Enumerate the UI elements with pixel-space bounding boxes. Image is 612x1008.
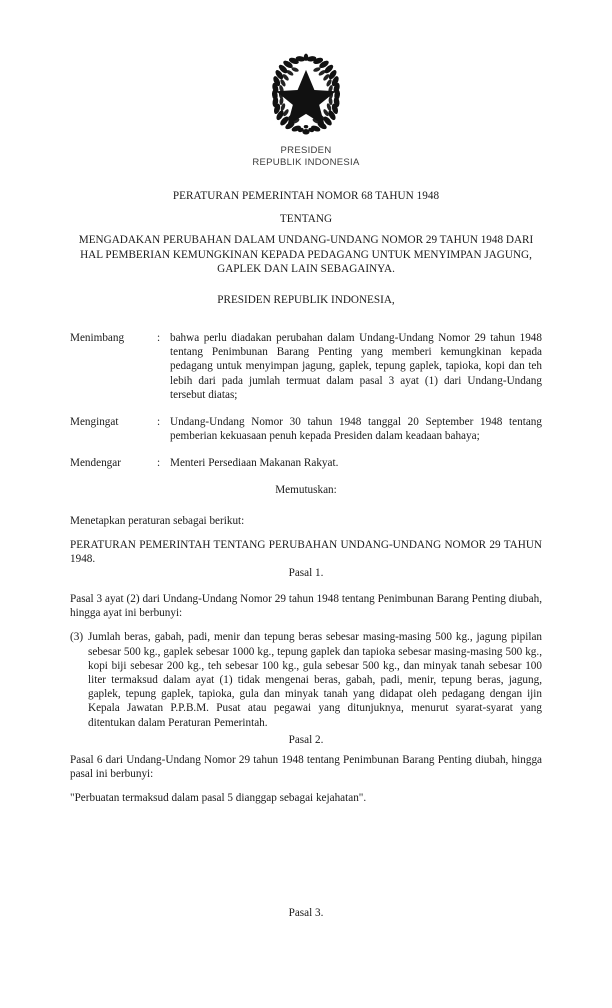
decision-intro: Menetapkan peraturan sebagai berikut: [70,515,245,527]
emblem-caption [0,145,612,168]
article-2-spacer [70,781,542,791]
emblem-block [0,50,612,168]
article-1-item-3 [70,630,542,729]
tentang-label: TENTANG [279,212,333,225]
document-title-block [70,188,542,277]
clause-label-mengingat: Mengingat [70,416,119,429]
clause-colon-mengingat: : [157,416,161,429]
emblem-caption-line-1: PRESIDEN [280,145,332,156]
article-2-body [70,753,542,806]
clause-label-mendengar: Mendengar [70,457,121,470]
decision-title: PERATURAN PEMERINTAH TENTANG PERUBAHAN UNDANG-UNDANG NOMOR 29 TAHUN 1948. [70,539,542,566]
article-1-item-3-marker: (3) [70,631,84,644]
article-1-body [70,592,542,730]
article-1-heading: Pasal 1. [288,567,324,579]
clause-row-mengingat [70,415,542,443]
article-2-heading: Pasal 2. [288,734,324,746]
decision-block [70,514,542,567]
clause-text-mengingat: Undang-Undang Nomor 30 tahun 1948 tanggal 20 September 1948 tentang pemberian kekuasaan penuh kepada Presiden dalam keadaan bahaya; [170,416,542,443]
clause-label-menimbang: Menimbang [70,332,125,344]
article-2-heading-block [70,733,542,747]
clause-text-mendengar: Menteri Persediaan Makanan Rakyat. [170,457,339,470]
article-2-intro: Pasal 6 dari Undang-Undang Nomor 29 tahun 1948 tentang Penimbunan Barang Penting diubah, hingga pasal ini berbunyi: [70,754,542,781]
presidential-seal-icon [262,50,350,140]
article-3-heading: Pasal 3. [288,907,324,919]
article-3-heading-block [70,906,542,920]
memutuskan-heading: Memutuskan: [275,484,337,496]
regulation-subject-title: MENGADAKAN PERUBAHAN DALAM UNDANG-UNDANG NOMOR 29 TAHUN 1948 DARI HAL PEMBERIAN KEMUNGKINAN KEPADA PEDAGANG UNTUK MENYIMPAN JAGUNG, GAPLEK DAN LAIN SEBAGAINYA. [78,234,534,275]
clause-colon-mendengar: : [157,457,161,470]
preamble-clauses [70,331,542,484]
clause-colon-menimbang: : [157,332,161,344]
article-1-intro: Pasal 3 ayat (2) dari Undang-Undang Nomor 29 tahun 1948 tentang Penimbunan Barang Penting diubah, hingga ayat ini berbunyi: [70,593,542,620]
clause-row-menimbang [70,331,542,402]
article-1-item-3-text: Jumlah beras, gabah, padi, menir dan tepung beras sebesar masing-masing 500 kg., jagung pipilan sebesar 500 kg., gaplek sebesar 1000 kg., tepung gaplek dan tapioka sebesar masing-masing 500 kg., kopi biji sebesar 200 kg., teh sebesar 100 kg., gula sebesar 500 kg., dan minyak tanah sebesar 100 liter termaksud dalam ayat (1) tidak mengenai beras, gabah, padi, menir, tepung beras, jagung, gaplek, tepung gaplek, tapioka, gula dan minyak tanah yang didapat oleh pedagang dengan ijin Kepala Jawatan P.P.B.M. Pusat atau pegawai yang ditunjuknya, menurut syarat-syarat yang ditentukan dalam Peraturan Pemerintah. [88,631,542,729]
article-1-heading-block [70,566,542,580]
article-1-spacer [70,620,542,630]
clause-row-mendengar [70,456,542,470]
clause-text-menimbang: bahwa perlu diadakan perubahan dalam Undang-Undang Nomor 29 tahun 1948 tentang Penimbunan Barang Penting yang memberi kemungkinan kepada pedagang untuk menyimpan jagung, gaplek, tepung gaplek, tapioka, kopi dan teh lebih dari pada jumlah termuat dalam pasal 3 ayat (1) dari Undang-Undang tersebut diatas; [170,332,542,401]
regulation-number-title: PERATURAN PEMERINTAH NOMOR 68 TAHUN 1948 [172,190,440,202]
article-2-quote: "Perbuatan termaksud dalam pasal 5 dianggap sebagai kejahatan". [70,792,367,805]
president-heading: PRESIDEN REPUBLIK INDONESIA, [217,294,395,306]
decision-spacer [70,528,542,538]
emblem-caption-line-2: REPUBLIK INDONESIA [252,156,360,168]
